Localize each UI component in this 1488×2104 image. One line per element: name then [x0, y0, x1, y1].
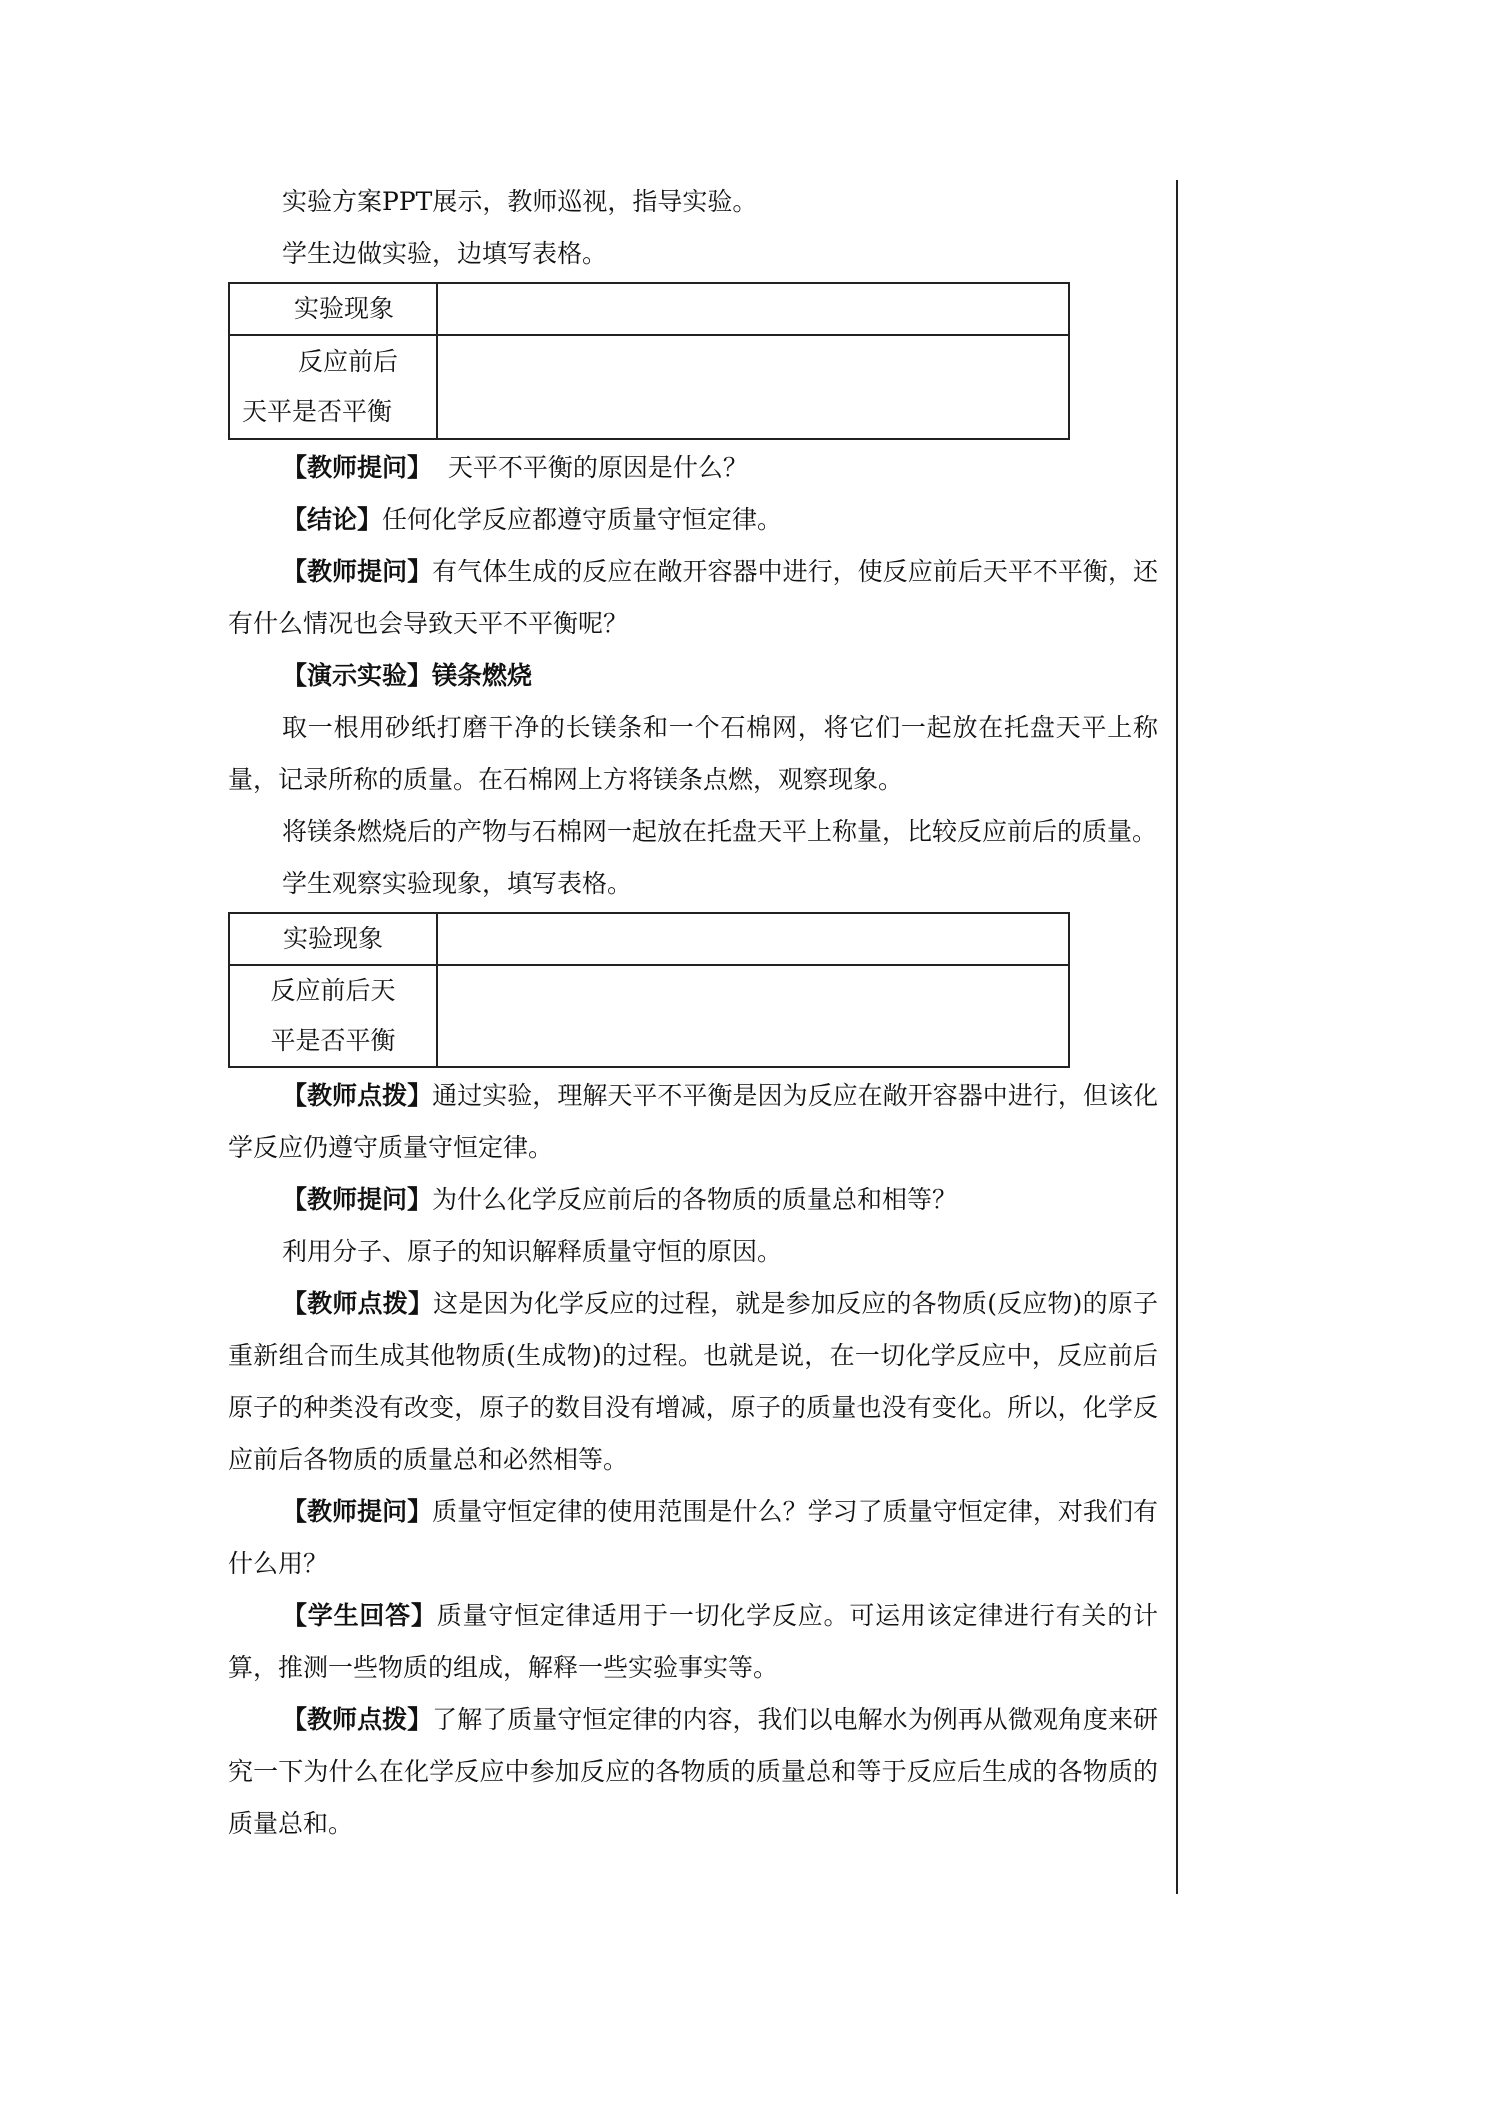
paragraph: 【教师提问】有气体生成的反应在敞开容器中进行，使反应前后天平不平衡，还有什么情况也会导致天平不平衡呢？ [228, 557, 1158, 638]
table-label-cell: 反应前后天 平是否平衡 [229, 965, 437, 1067]
observation-table-1 [228, 282, 1070, 440]
table-answer-cell [437, 913, 1069, 965]
paragraph: 实验方案PPT展示，教师巡视，指导实验。 [282, 187, 758, 216]
paragraph: 【教师提问】质量守恒定律的使用范围是什么？学习了质量守恒定律，对我们有什么用？ [228, 1497, 1158, 1578]
table-answer-cell [437, 335, 1069, 439]
paragraph: 【演示实验】镁条燃烧 [282, 661, 533, 690]
table-label-cell: 实验现象 [229, 283, 437, 335]
paragraph: 【学生回答】质量守恒定律适用于一切化学反应。可运用该定律进行有关的计算，推测一些物质的组成，解释一些实验事实等。 [228, 1601, 1158, 1682]
table-answer-cell [437, 965, 1069, 1067]
paragraph: 学生观察实验现象，填写表格。 [282, 869, 633, 898]
observation-table-2 [228, 912, 1070, 1068]
right-margin-rule [1176, 180, 1178, 1894]
paragraph: 【教师点拨】这是因为化学反应的过程，就是参加反应的各物质(反应物)的原子重新组合而生成其他物质(生成物)的过程。也就是说，在一切化学反应中，反应前后原子的种类没有改变，原子的数目没有增减，原子的质量也没有变化。所以，化学反应前后各物质的质量总和必然相等。 [228, 1289, 1158, 1474]
paragraph: 【教师点拨】通过实验，理解天平不平衡是因为反应在敞开容器中进行，但该化学反应仍遵守质量守恒定律。 [228, 1081, 1158, 1162]
paragraph: 学生边做实验，边填写表格。 [282, 239, 608, 268]
table-answer-cell [437, 283, 1069, 335]
paragraph: 将镁条燃烧后的产物与石棉网一起放在托盘天平上称量，比较反应前后的质量。 [282, 817, 1158, 846]
paragraph: 取一根用砂纸打磨干净的长镁条和一个石棉网，将它们一起放在托盘天平上称量，记录所称的质量。在石棉网上方将镁条点燃，观察现象。 [228, 713, 1158, 794]
paragraph: 【教师点拨】了解了质量守恒定律的内容，我们以电解水为例再从微观角度来研究一下为什么在化学反应中参加反应的各物质的质量总和等于反应后生成的各物质的质量总和。 [228, 1705, 1158, 1838]
paragraph: 【结论】任何化学反应都遵守质量守恒定律。 [282, 505, 783, 534]
paragraph: 【教师提问】 天平不平衡的原因是什么？ [282, 453, 748, 482]
table-label-cell: 反应前后 天平是否平衡 [229, 335, 437, 439]
document-body [228, 176, 1158, 1850]
paragraph: 利用分子、原子的知识解释质量守恒的原因。 [282, 1237, 783, 1266]
table-label-cell: 实验现象 [229, 913, 437, 965]
paragraph: 【教师提问】为什么化学反应前后的各物质的质量总和相等？ [282, 1185, 958, 1214]
